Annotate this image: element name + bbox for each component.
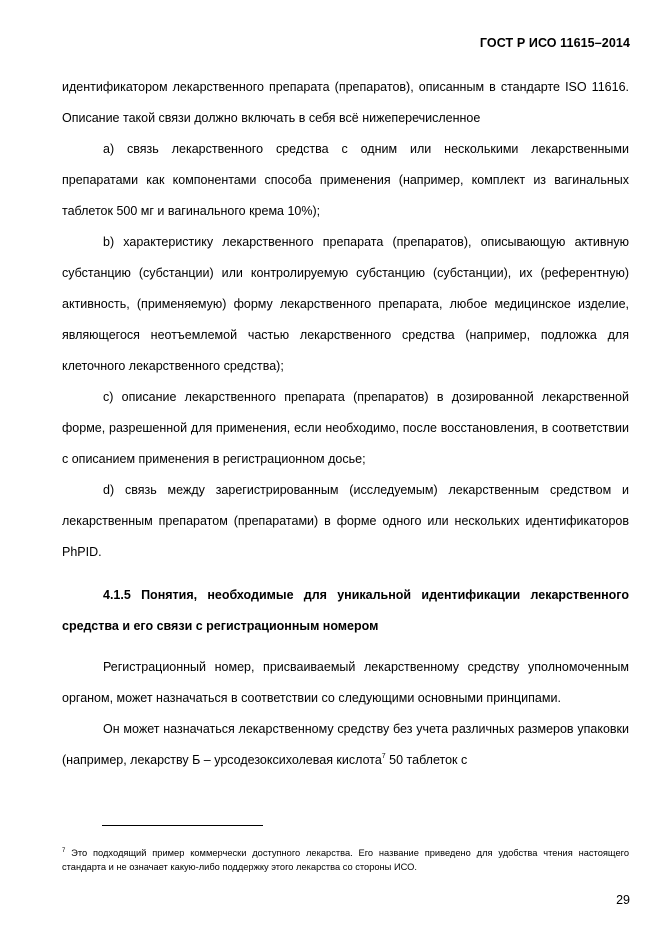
list-item-c: c) описание лекарственного препарата (препаратов) в дозированной лекарственной форме, разрешенной для применения, если необходимо, после восстановления, в соответствии с описанием применения в регистрационном досье; [62,390,629,466]
paragraph-assignment-text-end: 50 таблеток с [385,753,468,767]
footnote-marker: 7 [62,848,66,854]
footnote-reference[interactable]: 7 [381,753,386,760]
footnote-text: Это подходящий пример коммерчески доступного лекарства. Его название приведено для удобства чтения настоящего стандарта и не означает какую-либо поддержку этого лекарства со стороны ИСО. [62,848,629,872]
paragraph-registration-number: Регистрационный номер, присваиваемый лекарственному средству уполномоченным органом, может назначаться в соответствии со следующими основными принципами. [62,660,629,705]
paragraph-continuation: идентификатором лекарственного препарата (препаратов), описанным в стандарте ISO 11616. Описание такой связи должно включать в себя всё нижеперечисленное [62,80,629,125]
list-item-a: a) связь лекарственного средства с одним или несколькими лекарственными препаратами как компонентами способа применения (например, комплект из вагинальных таблеток 500 мг и вагинального крема 10%); [62,142,629,218]
footnote [62,846,629,874]
document-standard-id: ГОСТ Р ИСО 11615–2014 [479,36,630,50]
list-item-d: d) связь между зарегистрированным (исследуемым) лекарственным средством и лекарственным препаратом (препаратами) в форме одного или нескольких идентификаторов PhPID. [62,483,629,559]
page-body [62,72,629,776]
paragraph-assignment-text-start: Он может назначаться лекарственному средству без учета различных размеров упаковки (например, лекарству Б – урсодезоксихолевая кислота [62,722,629,767]
paragraph-assignment [62,714,629,776]
section-heading: 4.1.5 Понятия, необходимые для уникальной идентификации лекарственного средства и его связи с регистрационным номером [62,588,629,633]
list-item-b: b) характеристику лекарственного препарата (препаратов), описывающую активную субстанцию (субстанции) или контролируемую субстанцию (субстанции), их (референтную) активность, (применяемую) форму лекарственного препарата, любое медицинское изделие, являющегося неотъемлемой частью лекарственного средства (например, подложка для клеточного лекарственного средства); [62,235,629,373]
footnote-separator [102,825,263,826]
page-number: 29 [616,893,630,907]
